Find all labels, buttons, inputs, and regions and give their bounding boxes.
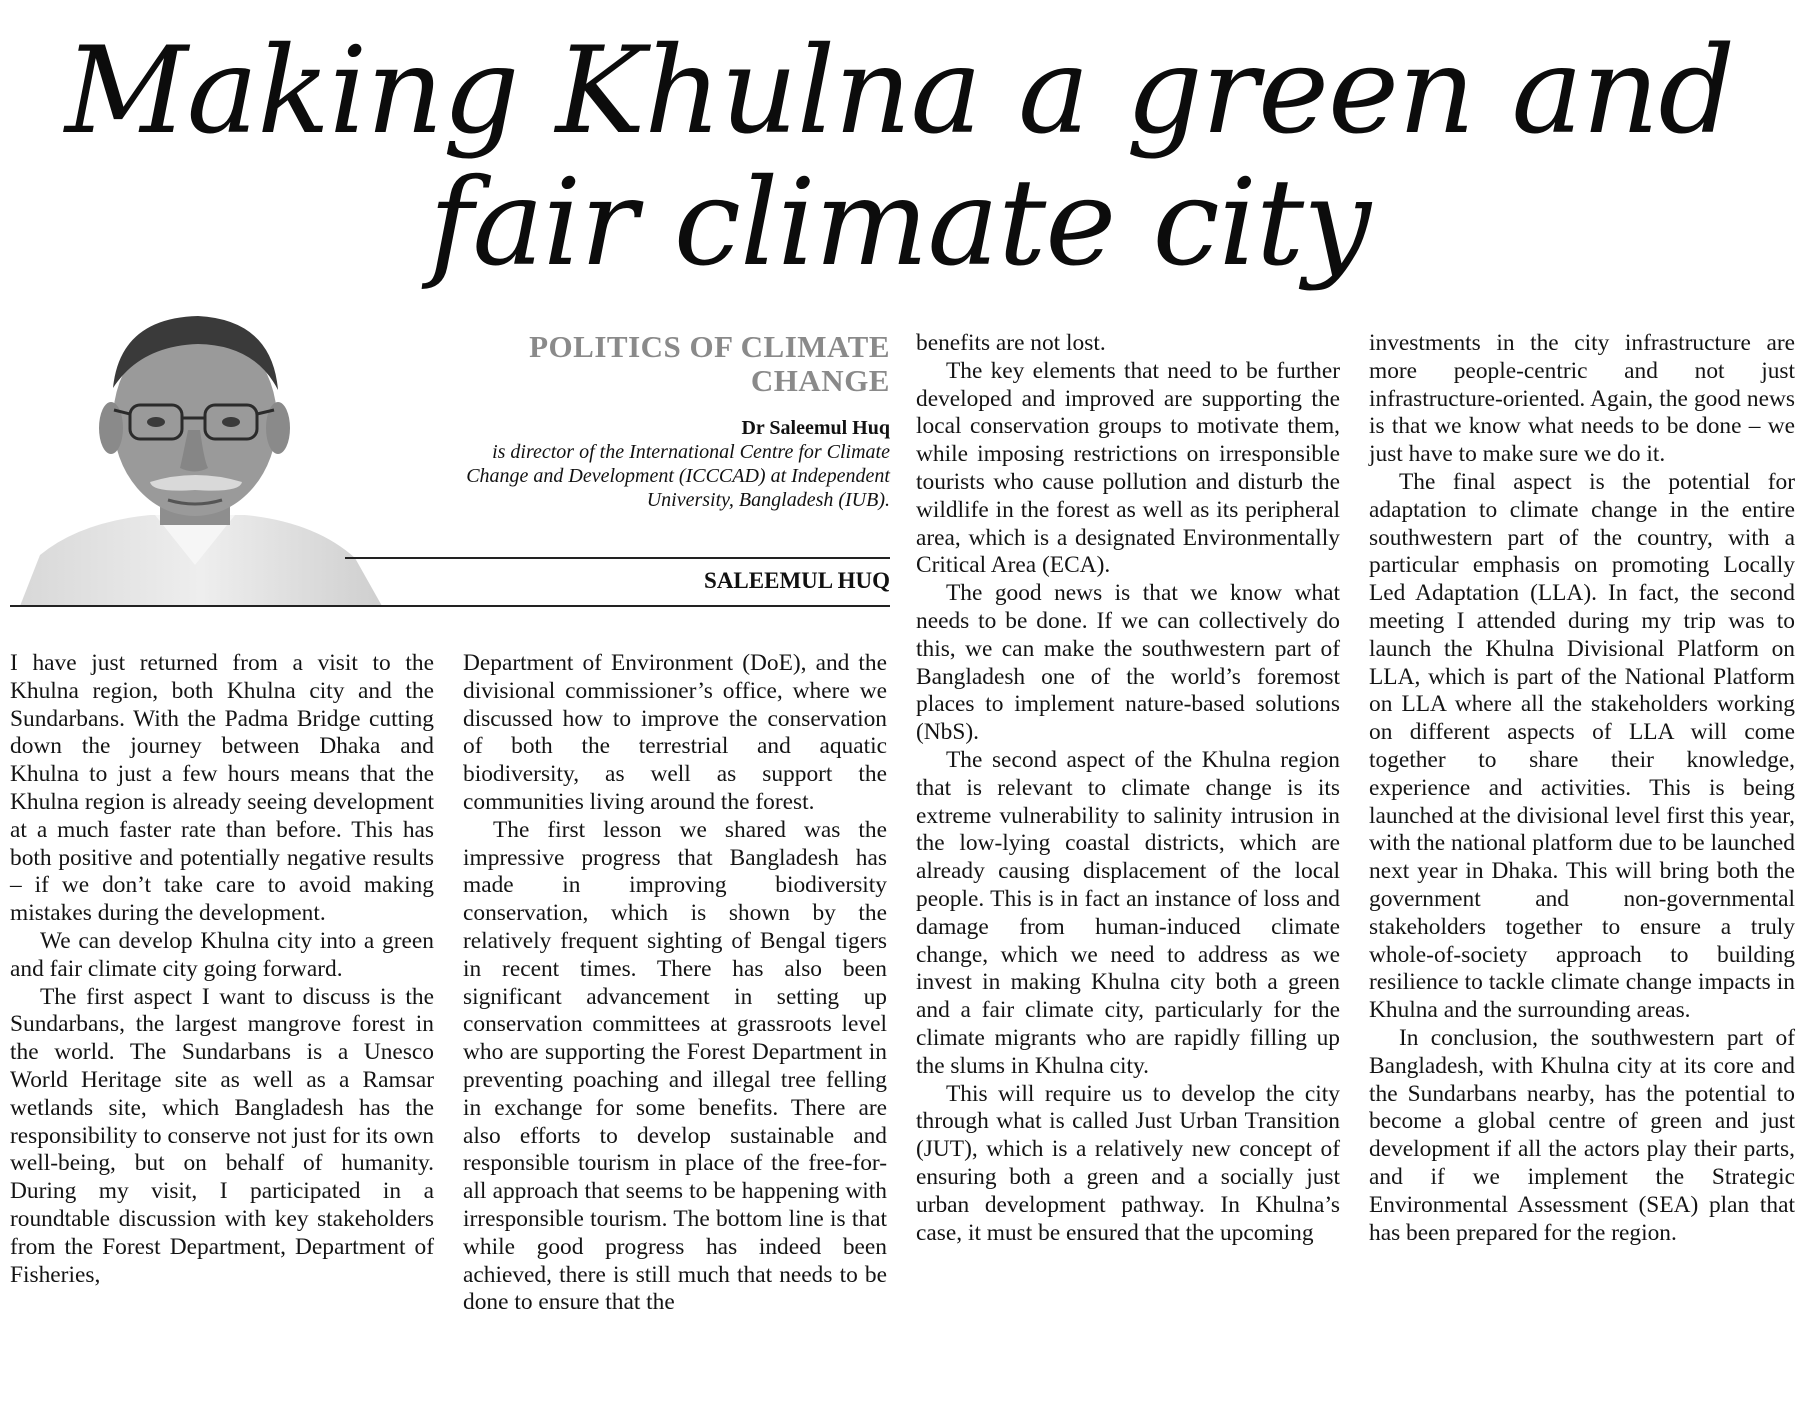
paragraph: The first lesson we shared was the impressive progress that Bangladesh has made in improving biodiversity conservation, which is shown by the relatively frequent sighting of Bengal tigers in recent times. There has also been significant advancement in setting up conservation committees at grassroots level who are supporting the Forest Department in preventing poaching and illegal tree felling in exchange for some benefits. There are also efforts to develop sustainable and responsible tourism in place of the free-for-all approach that seems to be happening with irresponsible tourism. The bottom line is that while good progress has indeed been achieved, there is still much that needs to be done to ensure that the xyxy=(463,816,887,1316)
byline-rule xyxy=(345,557,890,559)
column-label: POLITICS OF CLIMATE CHANGE xyxy=(529,329,890,398)
article-column-2 xyxy=(463,650,887,1317)
paragraph: The final aspect is the potential for adaptation to climate change in the entire southwestern part of the country, with a particular emphasis on promoting Locally Led Adaptation (LLA). In fact, the second meeting I attended during my trip was to launch the Khulna Divisional Platform on LLA, which is part of the National Platform on LLA where all the stakeholders working on different aspects of LLA will come together to share their knowledge, experience and activities. This is being launched at the divisional level first this year, with the national platform due to be launched next year in Dhaka. This will bring both the government and non-governmental stakeholders together to ensure a truly whole-of-society approach to building resilience to tackle climate change impacts in Khulna and the surrounding areas. xyxy=(1369,468,1795,1024)
paragraph: This will require us to develop the city through what is called Just Urban Transition (JUT), which is a relatively new concept of ensuring both a green and a socially just urban development pathway. In Khulna’s case, it must be ensured that the upcoming xyxy=(916,1080,1340,1246)
article-column-3 xyxy=(916,330,1340,1247)
paragraph: Department of Environment (DoE), and the divisional commissioner’s office, where we discussed how to improve the conservation of both the terrestrial and aquatic biodiversity, as well as support the communities living around the forest. xyxy=(463,650,887,815)
author-bio xyxy=(430,416,890,512)
paragraph: The good news is that we know what needs to be done. If we can collectively do this, we can make the southwestern part of Bangladesh one of the world’s foremost places to implement nature-based solutions (NbS). xyxy=(916,580,1340,746)
author-bio-description: is director of the International Centre for Climate Change and Development (ICCCAD) at Independent University, Bangladesh (IUB). xyxy=(466,441,890,511)
article-column-1 xyxy=(10,650,434,1289)
paragraph: The first aspect I want to discuss is the Sundarbans, the largest mangrove forest in the world. The Sundarbans is a Unesco World Heritage site as well as a Ramsar wetlands site, which Bangladesh has the responsibility to conserve not just for its own well-being, but on behalf of humanity. During my visit, I participated in a roundtable discussion with key stakeholders from the Forest Department, Department of Fisheries, xyxy=(10,983,434,1288)
headline: Making Khulna a green and fair climate city xyxy=(64,22,1735,293)
section-rule xyxy=(10,605,890,607)
author-bio-name: Dr Saleemul Huq xyxy=(741,417,890,439)
author-photo xyxy=(10,310,382,606)
paragraph: benefits are not lost. xyxy=(916,330,1106,356)
article-column-4 xyxy=(1369,330,1795,1247)
paragraph: The second aspect of the Khulna region that is relevant to climate change is its extreme vulnerability to salinity intrusion in the low-lying coastal districts, which are already causing displacement of the local people. This is in fact an instance of loss and damage from human-induced climate change, which we need to address as we invest in making Khulna city both a green and a fair climate city, particularly for the climate migrants who are rapidly filling up the slums in Khulna city. xyxy=(916,746,1340,1079)
paragraph: investments in the city infrastructure are more people-centric and not just infrastructure-oriented. Again, the good news is that we know what needs to be done – we just have to make sure we do it. xyxy=(1369,330,1795,468)
byline: SALEEMUL HUQ xyxy=(704,568,890,593)
paragraph: We can develop Khulna city into a green and fair climate city going forward. xyxy=(10,927,434,982)
paragraph: The key elements that need to be further developed and improved are supporting the local conservation groups to motivate them, while imposing restrictions on irresponsible tourists who cause pollution and disturb the wildlife in the forest as well as its peripheral area, which is a designated Environmentally Critical Area (ECA). xyxy=(916,357,1340,579)
paragraph: In conclusion, the southwestern part of Bangladesh, with Khulna city at its core and the Sundarbans nearby, has the potential to become a global centre of green and just development if all the actors play their parts, and if we implement the Strategic Environmental Assessment (SEA) plan that has been prepared for the region. xyxy=(1369,1024,1795,1246)
paragraph: I have just returned from a visit to the Khulna region, both Khulna city and the Sundarbans. With the Padma Bridge cutting down the journey between Dhaka and Khulna to just a few hours means that the Khulna region is already seeing development at a much faster rate than before. This has both positive and potentially negative results – if we don’t take care to avoid making mistakes during the development. xyxy=(10,650,434,927)
